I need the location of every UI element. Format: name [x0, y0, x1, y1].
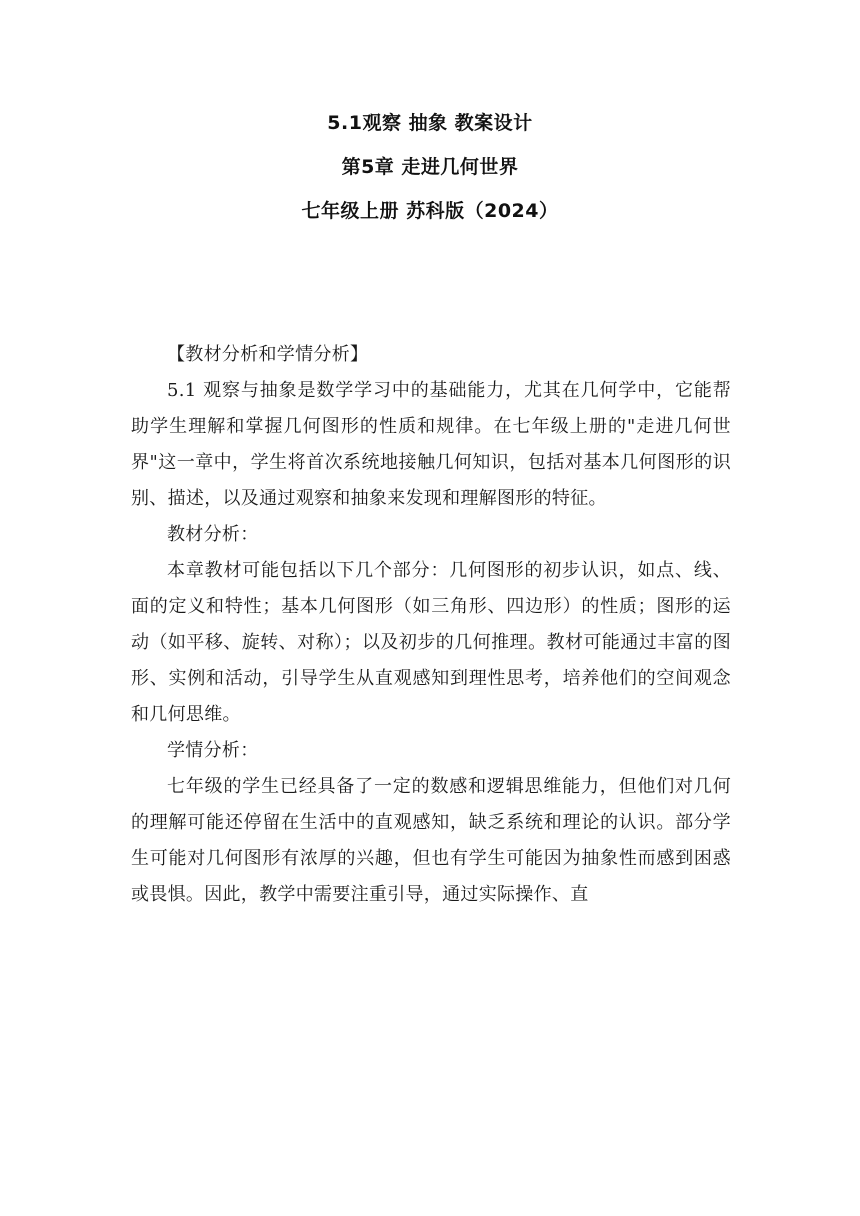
- intro-paragraph: 5.1 观察与抽象是数学学习中的基础能力，尤其在几何学中，它能帮助学生理解和掌握几何图形的性质和规律。在七年级上册的"走进几何世界"这一章中，学生将首次系统地接触几何知识，包括对基本几何图形的识别、描述，以及通过观察和抽象来发现和理解图形的特征。: [131, 380, 731, 509]
- textbook-analysis-paragraph: 本章教材可能包括以下几个部分：几何图形的初步认识，如点、线、面的定义和特性；基本几何图形（如三角形、四边形）的性质；图形的运动（如平移、旋转、对称）；以及初步的几何推理。教材可能通过丰富的图形、实例和活动，引导学生从直观感知到理性思考，培养他们的空间观念和几何思维。: [131, 560, 731, 725]
- grade-edition-title: 七年级上册 苏科版（2024）: [301, 200, 559, 222]
- chapter-title: 第5章 走进几何世界: [341, 156, 519, 178]
- lesson-title: 5.1观察 抽象 教案设计: [327, 112, 533, 134]
- section-heading: 【教材分析和学情分析】: [167, 344, 369, 365]
- document-body: [131, 337, 731, 913]
- title-block: [0, 112, 860, 244]
- student-analysis-label: 学情分析：: [167, 740, 259, 761]
- textbook-analysis-label: 教材分析：: [167, 524, 259, 545]
- student-analysis-paragraph: 七年级的学生已经具备了一定的数感和逻辑思维能力，但他们对几何的理解可能还停留在生活中的直观感知，缺乏系统和理论的认识。部分学生可能对几何图形有浓厚的兴趣，但也有学生可能因为抽象性而感到困惑或畏惧。因此，教学中需要注重引导，通过实际操作、直: [131, 776, 731, 905]
